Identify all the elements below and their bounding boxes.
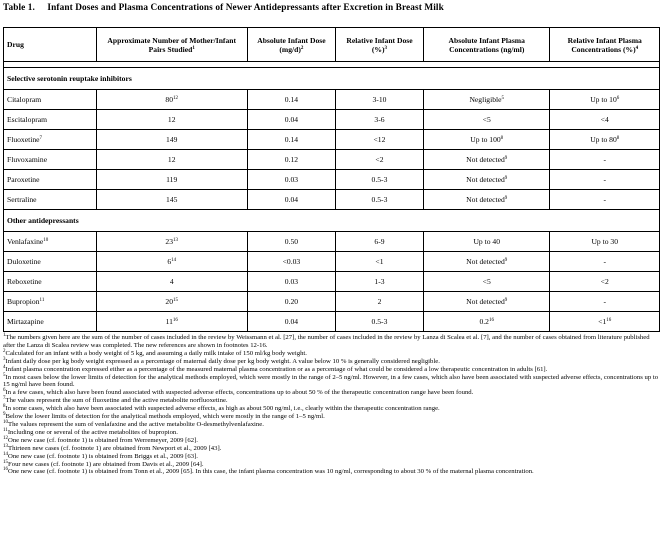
cell-abs-dose: <0.03: [247, 252, 335, 272]
cell-abs-plasma: Not detected$^9$: [424, 292, 550, 312]
cell-pairs: 119: [96, 170, 247, 190]
header-rel-plasma: Relative Infant Plasma Concentrations (%)$^4$: [550, 28, 660, 62]
section-header-row: [4, 210, 660, 232]
cell-drug: Escitalopram: [4, 110, 97, 130]
cell-drug: Paroxetine: [4, 170, 97, 190]
cell-rel-dose: 3-10: [335, 90, 423, 110]
cell-abs-plasma: $0.2^{16}$: [424, 312, 550, 332]
cell-drug: Fluvoxamine: [4, 150, 97, 170]
cell-rel-dose: 1-3: [335, 272, 423, 292]
cell-rel-plasma: -: [550, 252, 660, 272]
cell-rel-plasma: Up to 30: [550, 232, 660, 252]
cell-rel-plasma: -: [550, 170, 660, 190]
cell-drug: Citalopram: [4, 90, 97, 110]
footnote: $^{10}$The values represent the sum of venlafaxine and the active metabolite O-desmethylvenlafaxine.: [3, 419, 264, 428]
footnote: $^{16}$One new case (cf. footnote 1) is obtained from Tonn et al., 2009 [65]. In this case, the infant plasma concentration was 10 ng/ml, corresponding to about 30 % of the maternal plasma concentration.: [3, 467, 534, 476]
cell-abs-dose: 0.03: [247, 170, 335, 190]
cell-rel-dose: <12: [335, 130, 423, 150]
table-header-row: [4, 28, 660, 62]
cell-rel-plasma: $<1^{16}$: [550, 312, 660, 332]
cell-abs-plasma: <5: [424, 272, 550, 292]
table-row: [4, 90, 660, 110]
footnotes: [3, 334, 663, 476]
cell-abs-dose: 0.14: [247, 90, 335, 110]
antidepressant-table: [3, 27, 660, 332]
header-abs-plasma: Absolute Infant Plasma Concentrations (ng/ml): [424, 28, 550, 62]
cell-drug: Fluoxetine$^7$: [4, 130, 97, 150]
cell-rel-plasma: <4: [550, 110, 660, 130]
cell-abs-dose: 0.04: [247, 312, 335, 332]
footnote: $^2$Calculated for an infant with a body weight of 5 kg, and assuming a daily milk intake of 150 ml/kg body weight.: [3, 348, 307, 357]
footnote: $^4$Infant plasma concentration expressed either as a percentage of the measured maternal plasma concentration or as a percentage of what could be considered a low therapeutic concentration in adults [61].: [3, 364, 548, 373]
cell-rel-plasma: Up to $10^6$: [550, 90, 660, 110]
cell-abs-plasma: <5: [424, 110, 550, 130]
cell-rel-dose: <1: [335, 252, 423, 272]
cell-pairs: $20^{15}$: [96, 292, 247, 312]
cell-drug: Reboxetine: [4, 272, 97, 292]
cell-abs-dose: 0.04: [247, 110, 335, 130]
table-row: [4, 312, 660, 332]
footnote: $^6$In a few cases, which also have been found associated with suspected adverse effects, concentrations up to about 50 % of the therapeutic concentration range have been found.: [3, 388, 474, 397]
cell-abs-plasma: Up to 40: [424, 232, 550, 252]
table-row: [4, 272, 660, 292]
cell-pairs: 4: [96, 272, 247, 292]
cell-abs-dose: 0.14: [247, 130, 335, 150]
cell-abs-plasma: Not detected$^9$: [424, 170, 550, 190]
footnote: $^1$The numbers given here are the sum of the number of cases included in the review by Weissmann et al. [27], the number of cases included in the review by Lanza di Scalea et al. [7], and the number of cases obtained from literature published after the Lanza di Scalea review was completed. The new references are shown in footnotes 12-16.: [3, 333, 650, 349]
table-title-text: Infant Doses and Plasma Concentrations of Newer Antidepressants after Excretion in Breast Milk: [47, 3, 444, 13]
footnote: $^{13}$Thirteen new cases (cf. footnote 1) are obtained from Newport et al., 2009 [43].: [3, 443, 222, 452]
cell-drug: Venlafaxine$^{10}$: [4, 232, 97, 252]
table-row: [4, 232, 660, 252]
table-number: Table 1.: [3, 3, 35, 13]
cell-drug: Duloxetine: [4, 252, 97, 272]
cell-drug: Bupropion$^{11}$: [4, 292, 97, 312]
cell-rel-dose: 0.5-3: [335, 190, 423, 210]
cell-abs-dose: 0.04: [247, 190, 335, 210]
cell-drug: Sertraline: [4, 190, 97, 210]
cell-pairs: $11^{16}$: [96, 312, 247, 332]
footnote: $^8$In some cases, which also have been associated with suspected adverse effects, as high as about 500 ng/ml, i.e., clearly within the therapeutic concentration range.: [3, 404, 440, 413]
section-label: Other antidepressants: [4, 210, 660, 232]
cell-abs-plasma: Not detected$^9$: [424, 150, 550, 170]
table-row: [4, 252, 660, 272]
cell-rel-dose: 0.5-3: [335, 170, 423, 190]
cell-rel-dose: 2: [335, 292, 423, 312]
footnote: $^{11}$Including one or several of the active metabolites of bupropion.: [3, 427, 178, 436]
cell-abs-dose: 0.03: [247, 272, 335, 292]
footnote: $^5$In most cases below the lower limits of detection for the analytical methods employed, which were mostly in the range of 2–5 ng/ml. However, in a few cases, which also have been associated with suspected adverse effects, concentrations up to 15 ng/ml have been found.: [3, 372, 659, 389]
cell-drug: Mirtazapine: [4, 312, 97, 332]
table-row: [4, 292, 660, 312]
footnote: $^3$Infant daily dose per kg body weight expressed as a percentage of maternal daily dose per kg body weight. A value below 10 % is generally considered negligible.: [3, 356, 440, 365]
footnote: $^{15}$Four new cases (cf. footnote 1) are obtained from Davis et al., 2009 [64].: [3, 459, 204, 468]
cell-pairs: $23^{13}$: [96, 232, 247, 252]
cell-pairs: 145: [96, 190, 247, 210]
cell-rel-plasma: -: [550, 150, 660, 170]
table-row: [4, 150, 660, 170]
cell-rel-dose: <2: [335, 150, 423, 170]
table-title: [3, 3, 444, 13]
header-pairs: Approximate Number of Mother/Infant Pairs Studied$^1$: [96, 28, 247, 62]
footnote: $^9$Below the lower limits of detection for the analytical methods employed, which were mostly in the range of 1–5 ng/ml.: [3, 412, 325, 421]
cell-pairs: $6^{14}$: [96, 252, 247, 272]
section-header-row: [4, 68, 660, 90]
cell-abs-plasma: Not detected$^9$: [424, 252, 550, 272]
cell-rel-plasma: Up to $80^8$: [550, 130, 660, 150]
cell-rel-plasma: <2: [550, 272, 660, 292]
cell-pairs: 149: [96, 130, 247, 150]
section-label: Selective serotonin reuptake inhibitors: [4, 68, 660, 90]
cell-pairs: 12: [96, 150, 247, 170]
table-row: [4, 170, 660, 190]
header-abs-dose: Absolute Infant Dose $(mg/d)^2$: [247, 28, 335, 62]
table-row: [4, 190, 660, 210]
cell-rel-dose: 6-9: [335, 232, 423, 252]
cell-rel-plasma: -: [550, 292, 660, 312]
cell-abs-plasma: Negligible$^5$: [424, 90, 550, 110]
table-row: [4, 110, 660, 130]
table-row: [4, 130, 660, 150]
cell-pairs: $80^{12}$: [96, 90, 247, 110]
footnote: $^7$The values represent the sum of fluoxetine and the active metabolite norfluoxetine.: [3, 396, 228, 405]
header-rel-dose: Relative Infant Dose (%)$^3$: [335, 28, 423, 62]
cell-pairs: 12: [96, 110, 247, 130]
table-body: [4, 68, 660, 332]
cell-abs-dose: 0.50: [247, 232, 335, 252]
cell-abs-plasma: Not detected$^9$: [424, 190, 550, 210]
header-drug: Drug: [4, 28, 97, 62]
footnote: $^{12}$One new case (cf. footnote 1) is obtained from Werremeyer, 2009 [62].: [3, 435, 198, 444]
cell-abs-dose: 0.12: [247, 150, 335, 170]
cell-abs-dose: 0.20: [247, 292, 335, 312]
footnote: $^{14}$One new case (cf. footnote 1) is obtained from Briggs et al., 2009 [63].: [3, 451, 198, 460]
cell-rel-dose: 3-6: [335, 110, 423, 130]
cell-rel-plasma: -: [550, 190, 660, 210]
cell-abs-plasma: Up to $100^8$: [424, 130, 550, 150]
cell-rel-dose: 0.5-3: [335, 312, 423, 332]
